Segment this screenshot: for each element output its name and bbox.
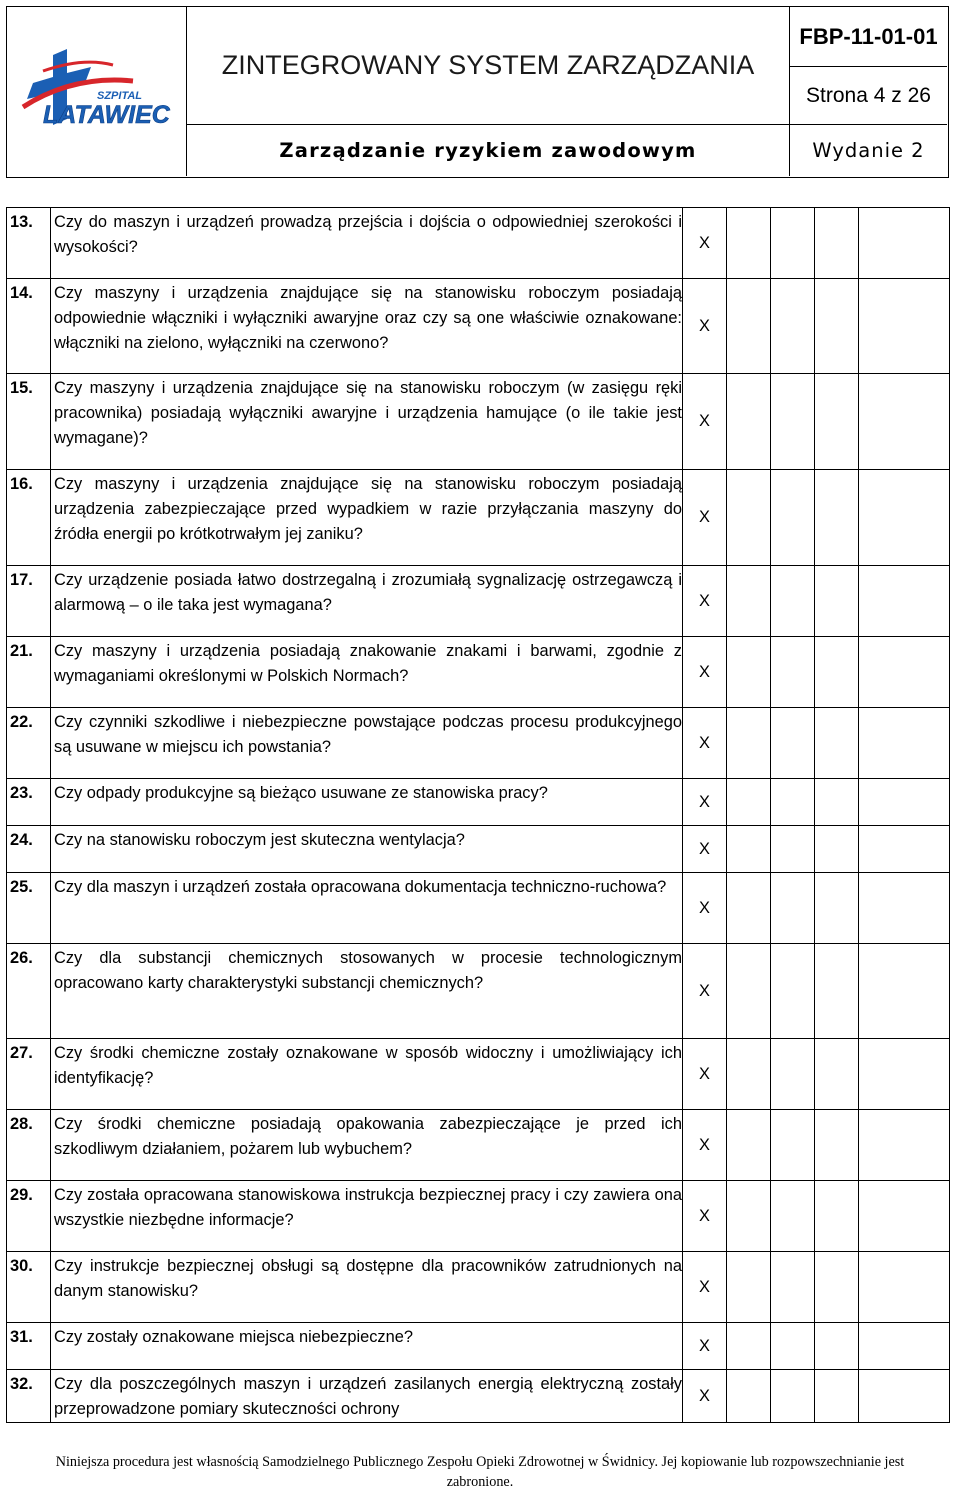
table-row [7,279,950,374]
empty-cell [859,873,950,944]
logo-small-text: SZPITAL [97,90,143,102]
empty-cell [859,708,950,779]
table-row [7,1323,950,1370]
answer-mark: X [683,1181,727,1252]
empty-cell [727,1323,771,1370]
empty-cell [727,208,771,279]
table-row [7,708,950,779]
question-number: 17. [7,566,51,637]
question-number: 22. [7,708,51,779]
empty-cell [815,566,859,637]
question-number: 29. [7,1181,51,1252]
question-text: Czy maszyny i urządzenia posiadają znakowanie znakami i barwami, zgodnie z wymaganiami określonymi w Polskich Normach? [51,637,683,708]
question-text: Czy środki chemiczne zostały oznakowane w sposób widoczny i umożliwiający ich identyfikację? [51,1039,683,1110]
document-header [6,6,949,178]
empty-cell [727,566,771,637]
empty-cell [727,944,771,1039]
empty-cell [815,1370,859,1423]
document-code: FBP-11-01-01 [790,7,947,67]
question-text: Czy maszyny i urządzenia znajdujące się na stanowisku roboczym posiadają odpowiednie włączniki i wyłączniki awaryjne oraz czy są one właściwie oznakowane: włączniki na zielono, wyłączniki na czerwono? [51,279,683,374]
empty-cell [859,1370,950,1423]
empty-cell [815,779,859,826]
empty-cell [859,944,950,1039]
empty-cell [771,1370,815,1423]
empty-cell [815,279,859,374]
empty-cell [815,1252,859,1323]
empty-cell [727,779,771,826]
empty-cell [771,1110,815,1181]
answer-mark: X [683,470,727,566]
empty-cell [771,279,815,374]
question-text: Czy została opracowana stanowiskowa instrukcja bezpiecznej pracy i czy zawiera ona wszystkie niezbędne informacje? [51,1181,683,1252]
question-number: 14. [7,279,51,374]
empty-cell [815,873,859,944]
answer-mark: X [683,279,727,374]
empty-cell [771,470,815,566]
empty-cell [771,637,815,708]
empty-cell [771,708,815,779]
empty-cell [727,470,771,566]
empty-cell [815,470,859,566]
question-text: Czy do maszyn i urządzeń prowadzą przejścia i dojścia o odpowiedniej szerokości i wysokości? [51,208,683,279]
question-number: 30. [7,1252,51,1323]
answer-mark: X [683,208,727,279]
table-row [7,1252,950,1323]
empty-cell [859,1110,950,1181]
table-row [7,873,950,944]
empty-cell [727,279,771,374]
question-text: Czy odpady produkcyjne są bieżąco usuwane ze stanowiska pracy? [51,779,683,826]
question-number: 32. [7,1370,51,1423]
footer-line-2: zabronione. [446,1474,514,1490]
answer-mark: X [683,944,727,1039]
question-text: Czy czynniki szkodliwe i niebezpieczne powstające podczas procesu produkcyjnego są usuwane w miejscu ich powstania? [51,708,683,779]
empty-cell [815,708,859,779]
answer-mark: X [683,826,727,873]
empty-cell [815,208,859,279]
table-row [7,566,950,637]
empty-cell [771,1039,815,1110]
empty-cell [727,637,771,708]
empty-cell [727,374,771,470]
question-number: 28. [7,1110,51,1181]
question-text: Czy instrukcje bezpiecznej obsługi są dostępne dla pracowników zatrudnionych na danym stanowisku? [51,1252,683,1323]
empty-cell [859,1252,950,1323]
table-row [7,208,950,279]
empty-cell [727,1252,771,1323]
empty-cell [771,1252,815,1323]
empty-cell [771,944,815,1039]
table-row [7,1181,950,1252]
question-number: 31. [7,1323,51,1370]
question-text: Czy na stanowisku roboczym jest skuteczna wentylacja? [51,826,683,873]
hospital-logo-icon [13,47,181,137]
checklist-body [7,208,950,1423]
answer-mark: X [683,637,727,708]
answer-mark: X [683,1039,727,1110]
empty-cell [771,208,815,279]
answer-mark: X [683,708,727,779]
empty-cell [771,1323,815,1370]
question-text: Czy maszyny i urządzenia znajdujące się na stanowisku roboczym posiadają urządzenia zabezpieczające przed wypadkiem w razie przyłączania maszyny do źródła energii po krótkotrwałym jej zaniku? [51,470,683,566]
empty-cell [815,826,859,873]
empty-cell [859,208,950,279]
table-row [7,944,950,1039]
empty-cell [859,1323,950,1370]
answer-mark: X [683,1370,727,1423]
table-row [7,1039,950,1110]
empty-cell [859,779,950,826]
footer-notice [0,1452,960,1492]
question-number: 15. [7,374,51,470]
empty-cell [771,826,815,873]
table-row [7,1370,950,1423]
question-text: Czy zostały oznakowane miejsca niebezpieczne? [51,1323,683,1370]
question-number: 21. [7,637,51,708]
empty-cell [771,779,815,826]
table-row [7,826,950,873]
footer-line-1: Niniejsza procedura jest własnością Samodzielnego Publicznego Zespołu Opieki Zdrowotnej w Świdnicy. Jej kopiowanie lub rozpowszechnianie jest [55,1454,905,1470]
question-text: Czy dla substancji chemicznych stosowanych w procesie technologicznym opracowano karty charakterystyki substancji chemicznych? [51,944,683,1039]
empty-cell [859,1181,950,1252]
empty-cell [727,1110,771,1181]
question-number: 24. [7,826,51,873]
answer-mark: X [683,873,727,944]
answer-mark: X [683,1323,727,1370]
empty-cell [771,873,815,944]
empty-cell [859,566,950,637]
question-number: 26. [7,944,51,1039]
empty-cell [727,1039,771,1110]
empty-cell [727,873,771,944]
empty-cell [727,1181,771,1252]
table-row [7,374,950,470]
question-text: Czy maszyny i urządzenia znajdujące się na stanowisku roboczym (w zasięgu ręki pracownika) posiadają wyłączniki awaryjne i urządzenia hamujące (o ile takie jest wymagane)? [51,374,683,470]
answer-mark: X [683,779,727,826]
empty-cell [815,637,859,708]
page-number: Strona 4 z 26 [790,67,947,125]
empty-cell [815,1323,859,1370]
answer-mark: X [683,1252,727,1323]
empty-cell [815,944,859,1039]
empty-cell [815,1039,859,1110]
empty-cell [815,1110,859,1181]
empty-cell [859,279,950,374]
logo-cell [7,7,187,176]
empty-cell [727,826,771,873]
edition-label: Wydanie 2 [812,139,925,162]
question-number: 13. [7,208,51,279]
question-number: 27. [7,1039,51,1110]
empty-cell [771,566,815,637]
question-number: 23. [7,779,51,826]
answer-mark: X [683,374,727,470]
question-text: Czy środki chemiczne posiadają opakowania zabezpieczające je przed ich szkodliwym działaniem, pożarem lub wybuchem? [51,1110,683,1181]
empty-cell [771,374,815,470]
empty-cell [859,470,950,566]
question-text: Czy dla poszczególnych maszyn i urządzeń zasilanych energią elektryczną zostały przeprowadzone pomiary skuteczności ochrony [51,1370,683,1423]
empty-cell [859,1039,950,1110]
table-row [7,470,950,566]
empty-cell [771,1181,815,1252]
table-row [7,1110,950,1181]
empty-cell [859,637,950,708]
document-subtitle: Zarządzanie ryzykiem zawodowym [187,125,790,176]
question-number: 25. [7,873,51,944]
question-number: 16. [7,470,51,566]
empty-cell [815,374,859,470]
empty-cell [859,374,950,470]
logo-brand-text: LATAWIEC [43,101,170,129]
answer-mark: X [683,1110,727,1181]
table-row [7,637,950,708]
question-text: Czy dla maszyn i urządzeń została opracowana dokumentacja techniczno-ruchowa? [51,873,683,944]
checklist-table [6,207,950,1423]
empty-cell [727,1370,771,1423]
table-row [7,779,950,826]
document-title: ZINTEGROWANY SYSTEM ZARZĄDZANIA [187,7,790,125]
empty-cell [815,1181,859,1252]
empty-cell [727,708,771,779]
answer-mark: X [683,566,727,637]
question-text: Czy urządzenie posiada łatwo dostrzegalną i zrozumiałą sygnalizację ostrzegawczą i alarmową – o ile taka jest wymagana? [51,566,683,637]
empty-cell [859,826,950,873]
